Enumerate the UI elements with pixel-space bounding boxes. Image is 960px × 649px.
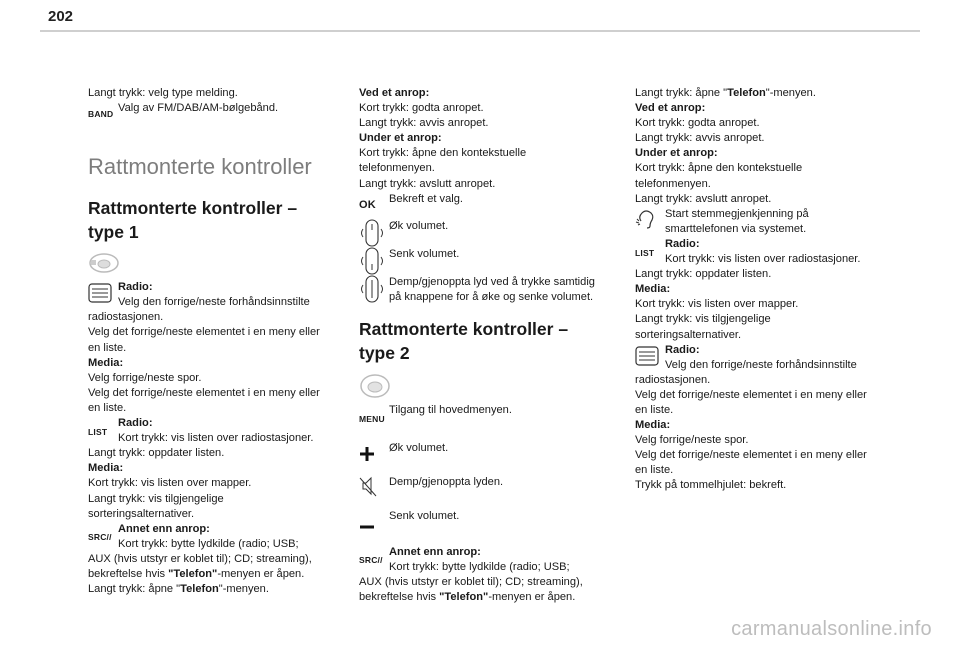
vol-up-row — [359, 219, 619, 247]
thumbwheel-icon — [88, 283, 112, 303]
radio1-row — [88, 280, 348, 310]
src-icon: SRC — [88, 531, 107, 542]
ok-icon: OK — [359, 198, 376, 211]
menu-row — [359, 403, 619, 427]
plus-row — [359, 441, 619, 463]
thumbwheel3-icon — [635, 346, 659, 366]
mute2-row — [359, 475, 619, 497]
voice-line1: Start stemmegjenkjenning på — [665, 207, 809, 220]
type2-title-line2: type 2 — [359, 342, 410, 363]
other1-line3: bekreftelse hvis "Telefon"-menyen er åpen. — [88, 567, 305, 580]
media3-label: Media: — [635, 283, 671, 296]
voice-line2: smarttelefonen via systemet. — [665, 222, 807, 235]
mute-icon — [359, 475, 377, 497]
during-line1: Kort trykk: åpne den kontekstuelle — [359, 147, 527, 160]
page-number: 202 — [48, 8, 74, 25]
radio4-row — [635, 343, 895, 373]
during-label: Under et anrop: — [359, 132, 442, 145]
src2-slash-icon: // — [377, 555, 383, 566]
media4-label: Media: — [635, 419, 671, 432]
radio1-label: Radio: — [118, 281, 153, 294]
ok-row — [359, 192, 619, 213]
mute-line1: Demp/gjenoppta lyd ved å trykke samtidig — [389, 275, 595, 288]
radio3-line1: Kort trykk: vis listen over radiostasjoner. — [665, 253, 861, 266]
other2-line1: Kort trykk: bytte lydkilde (radio; USB; — [389, 561, 570, 574]
ok-desc: Bekreft et valg. — [389, 192, 463, 205]
list3-row — [635, 237, 895, 267]
radio4-label: Radio: — [665, 343, 700, 356]
watermark: carmanualsonline.info — [731, 618, 932, 640]
incall-line1: Kort trykk: godta anropet. — [359, 102, 484, 115]
wheel-down-icon — [359, 247, 385, 275]
list-icon: LIST — [88, 427, 108, 438]
type1-title-line2: type 1 — [88, 222, 139, 243]
media2-label: Media: — [88, 462, 124, 475]
media3-line1: Kort trykk: vis listen over mapper. — [635, 298, 799, 311]
vol-down2: Senk volumet. — [389, 510, 460, 523]
list1-row — [88, 416, 348, 446]
media1-line3: en liste. — [88, 401, 127, 414]
incall3-label: Ved et anrop: — [635, 102, 706, 115]
band-desc: Valg av FM/DAB/AM-bølgebånd. — [118, 102, 279, 115]
radio4-line2: radiostasjonen. — [635, 373, 711, 386]
voice-row — [635, 207, 895, 237]
other2-line3: bekreftelse hvis "Telefon"-menyen er åpen. — [359, 591, 576, 604]
mute2: Demp/gjenoppta lyden. — [389, 476, 504, 489]
other1-label: Annet enn anrop: — [118, 522, 210, 535]
other2-label: Annet enn anrop: — [389, 546, 481, 559]
minus-row — [359, 509, 619, 531]
radio2-line1: Kort trykk: vis listen over radiostasjoner. — [118, 432, 314, 445]
other1-line2: AUX (hvis utstyr er koblet til); CD; streaming), — [88, 552, 312, 565]
wheel-mute-icon — [359, 275, 385, 303]
column-3 — [635, 86, 895, 494]
vol-down-row — [359, 247, 619, 275]
media1-line1: Velg forrige/neste spor. — [88, 371, 202, 384]
radio4-line3: Velg det forrige/neste elementet i en meny eller — [635, 388, 867, 401]
radio1-line4: en liste. — [88, 341, 127, 354]
radio2-line2: Langt trykk: oppdater listen. — [88, 447, 225, 460]
steering-wheel-type2-icon — [359, 373, 619, 403]
radio3-line2: Langt trykk: oppdater listen. — [635, 268, 772, 281]
media1-line2: Velg det forrige/neste elementet i en meny eller — [88, 386, 320, 399]
radio4-line4: en liste. — [635, 403, 674, 416]
menu-icon: MENU — [359, 413, 385, 424]
src1-row — [88, 522, 348, 552]
vol-up2: Øk volumet. — [389, 442, 449, 455]
incall3-line1: Kort trykk: godta anropet. — [635, 117, 760, 130]
other1-line4: Langt trykk: åpne "Telefon"-menyen. — [88, 583, 269, 596]
band-row — [88, 101, 348, 122]
minus-icon — [359, 509, 375, 531]
during3-line2: telefonmenyen. — [635, 177, 711, 190]
other2-line2: AUX (hvis utstyr er koblet til); CD; streaming), — [359, 576, 583, 589]
plus-icon — [359, 441, 375, 463]
during-line2: telefonmenyen. — [359, 162, 435, 175]
band-icon: BAND — [88, 109, 114, 120]
steering-wheel-type1-icon — [88, 252, 348, 280]
media3-line2: Langt trykk: vis tilgjengelige — [635, 313, 771, 326]
radio1-line3: Velg det forrige/neste elementet i en meny eller — [88, 326, 320, 339]
src2-icon: SRC — [359, 555, 378, 566]
radio2-label: Radio: — [118, 417, 153, 430]
type2-title-line1: Rattmonterte kontroller – — [359, 318, 569, 339]
header-rule — [40, 30, 920, 32]
src-slash-icon: // — [106, 531, 112, 542]
column-2 — [359, 86, 619, 605]
during-line3: Langt trykk: avslutt anropet. — [359, 177, 496, 190]
incall-line2: Langt trykk: avvis anropet. — [359, 117, 489, 130]
radio3-label: Radio: — [665, 237, 700, 250]
media1-label: Media: — [88, 356, 124, 369]
media4-line2: Velg det forrige/neste elementet i en meny eller — [635, 449, 867, 462]
media2-line2: Langt trykk: vis tilgjengelige — [88, 492, 224, 505]
incall-label: Ved et anrop: — [359, 87, 430, 99]
column-1 — [88, 86, 348, 597]
src2-row — [359, 545, 619, 575]
during3-line3: Langt trykk: avslutt anropet. — [635, 192, 772, 205]
vol-up: Øk volumet. — [389, 219, 449, 232]
media4-line1: Velg forrige/neste spor. — [635, 434, 749, 447]
section-title: Rattmonterte kontroller — [88, 154, 312, 180]
radio4-line1: Velg den forrige/neste forhåndsinnstilte — [665, 358, 857, 371]
incall3-line2: Langt trykk: avvis anropet. — [635, 132, 765, 145]
media2-line3: sorteringsalternativer. — [88, 507, 195, 520]
type1-title-line1: Rattmonterte kontroller – — [88, 198, 298, 219]
other1-line1: Kort trykk: bytte lydkilde (radio; USB; — [118, 537, 299, 550]
vol-down: Senk volumet. — [389, 247, 460, 260]
media3-line3: sorteringsalternativer. — [635, 328, 742, 341]
band-intro: Langt trykk: velg type melding. — [88, 87, 238, 99]
radio1-line1: Velg den forrige/neste forhåndsinnstilte — [118, 296, 310, 309]
during3-line1: Kort trykk: åpne den kontekstuelle — [635, 162, 803, 175]
media4-line3: en liste. — [635, 464, 674, 477]
type1-title — [88, 196, 348, 244]
menu-desc: Tilgang til hovedmenyen. — [389, 403, 512, 416]
radio1-line2: radiostasjonen. — [88, 311, 164, 324]
voice-recognition-icon — [635, 207, 657, 229]
list3-icon: LIST — [635, 247, 655, 258]
thumb-line: Trykk på tommelhjulet: bekreft. — [635, 479, 787, 492]
mute-line2: på knappene for å øke og senke volumet. — [389, 290, 594, 303]
wheel-up-icon — [359, 219, 385, 247]
mute-row — [359, 275, 619, 305]
open-phone-line: Langt trykk: åpne "Telefon"-menyen. — [635, 87, 816, 99]
type2-title — [359, 317, 619, 365]
during3-label: Under et anrop: — [635, 147, 718, 160]
media2-line1: Kort trykk: vis listen over mapper. — [88, 477, 252, 490]
